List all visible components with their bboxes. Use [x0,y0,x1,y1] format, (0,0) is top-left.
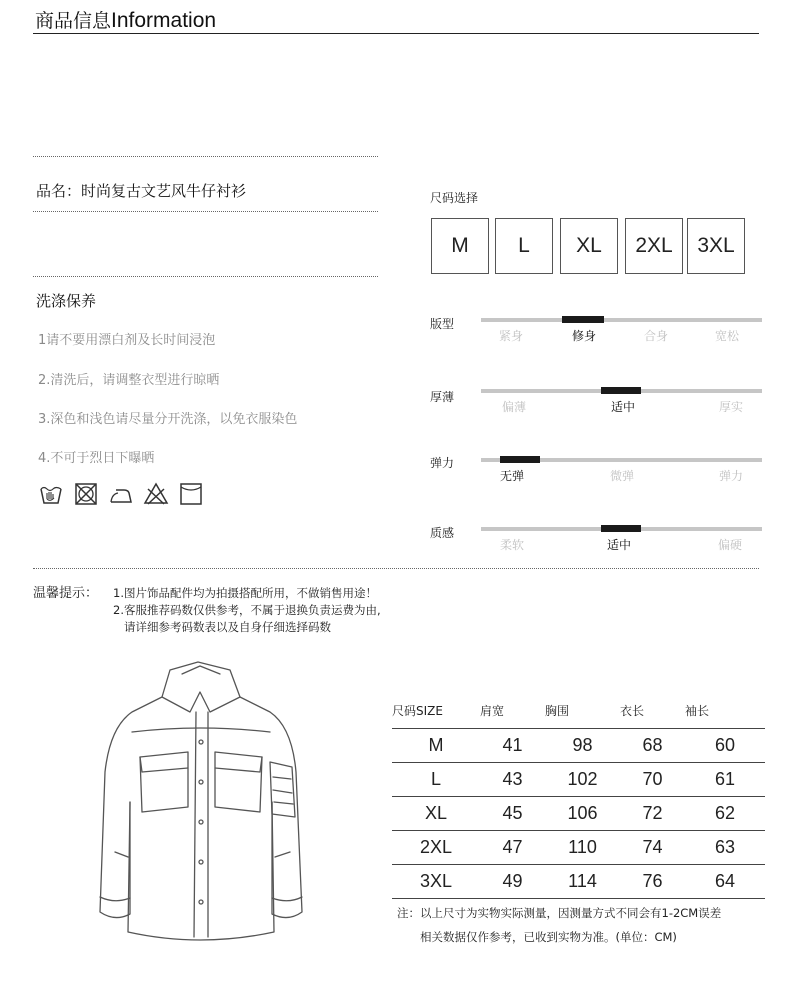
page-title [35,6,216,33]
table-cell: M [428,735,444,755]
size-option-l[interactable]: L [495,218,553,274]
table-cell: 72 [642,803,663,823]
attr-option-selected: 适中 [610,400,636,414]
table-cell: 41 [502,735,523,755]
table-row [392,831,765,865]
size-option-3xl[interactable]: 3XL [687,218,745,274]
table-cell: 3XL [419,871,453,891]
attr-option: 宽松 [714,329,740,343]
table-cell: 70 [642,769,663,789]
attr-marker-stretch [500,456,540,463]
table-cell: 43 [502,769,523,789]
attr-option-selected: 无弹 [499,469,525,483]
table-cell: 49 [502,871,523,891]
table-cell: 114 [568,871,597,891]
tips-line: 1.图片饰品配件均为拍摄搭配所用，不做销售用途！ [113,586,377,600]
table-cell: 74 [642,837,663,857]
table-row [392,865,765,899]
attr-option-selected: 修身 [571,329,597,343]
tips-line: 请详细参考码数表以及自身仔细选择码数 [124,620,331,634]
care-item: 4.不可于烈日下曝晒 [38,451,155,466]
size-table [392,692,765,899]
table-cell: 45 [502,803,523,823]
table-cell: 102 [567,769,598,789]
table-cell: 47 [502,837,523,857]
care-title: 洗涤保养 [36,292,97,310]
size-option-xl[interactable]: XL [560,218,618,274]
attr-label-stretch: 弹力 [430,456,455,470]
iron-icon [108,481,134,507]
measurement-note: 注：以上尺寸为实物实际测量，因测量方式不同会有1-2CM误差 [397,906,722,920]
table-cell: 60 [714,735,736,755]
table-cell: 98 [572,735,593,755]
table-cell: XL [424,803,448,823]
size-table-header-row [392,692,765,729]
shirt-sketch-image [70,652,330,952]
attr-option: 紧身 [498,329,524,343]
dotted-divider [33,211,378,212]
size-option-m[interactable]: M [431,218,489,274]
attr-label-fit: 版型 [430,317,455,331]
care-item: 1请不要用漂白剂及长时间浸泡 [38,333,216,348]
size-table-header: 袖长 [685,703,710,718]
table-cell: 62 [714,803,736,823]
care-icons [38,481,204,507]
size-table-header: 肩宽 [480,703,505,718]
dotted-divider [33,156,378,157]
product-name: 品名：时尚复古文艺风牛仔衬衫 [36,182,247,200]
size-table-header: 胸围 [545,703,570,718]
tips-label: 温馨提示： [33,586,99,601]
tips-line: 2.客服推荐码数仅供参考，不属于退换负责运费为由, [113,603,381,617]
attr-marker-texture [601,525,641,532]
table-cell: 61 [714,769,736,789]
attr-label-texture: 质感 [430,526,455,540]
attr-option: 厚实 [718,400,744,414]
size-table-header: 尺码SIZE [392,703,443,718]
size-table-header: 衣长 [620,703,645,718]
care-item: 3.深色和浅色请尽量分开洗涤，以免衣服染色 [38,412,298,427]
dotted-divider [33,568,759,569]
table-row [392,763,765,797]
table-cell: L [430,769,441,789]
attr-marker-fit [562,316,604,323]
page-title-en: Information [111,9,217,32]
attr-option: 柔软 [499,538,525,552]
table-cell: 76 [642,871,663,891]
table-cell: 106 [567,803,598,823]
table-row [392,797,765,831]
line-dry-icon [178,481,204,507]
no-bleach-icon [143,481,169,507]
attr-option: 微弹 [609,469,635,483]
attr-track-fit [481,318,762,322]
dotted-divider [33,276,378,277]
attr-option: 偏硬 [717,538,743,552]
measurement-note: 相关数据仅作参考，已收到实物为准。(单位：CM) [420,930,677,944]
attr-option-selected: 适中 [606,538,632,552]
table-cell: 68 [642,735,663,755]
table-cell: 63 [714,837,736,857]
size-option-2xl[interactable]: 2XL [625,218,683,274]
attr-option: 偏薄 [501,400,527,414]
attr-marker-thickness [601,387,641,394]
table-cell: 64 [714,871,736,891]
page-title-cn: 商品信息 [35,10,112,32]
table-cell: 2XL [419,837,453,857]
table-row [392,729,765,763]
attr-label-thickness: 厚薄 [430,390,455,404]
table-cell: 110 [568,837,597,857]
hand-wash-icon [38,481,64,507]
care-item: 2.清洗后，请调整衣型进行晾晒 [38,373,220,388]
attr-option: 弹力 [718,469,744,483]
no-tumble-dry-icon [73,481,99,507]
size-select-label: 尺码选择 [430,191,479,205]
header-divider [33,33,759,34]
attr-option: 合身 [643,329,669,343]
